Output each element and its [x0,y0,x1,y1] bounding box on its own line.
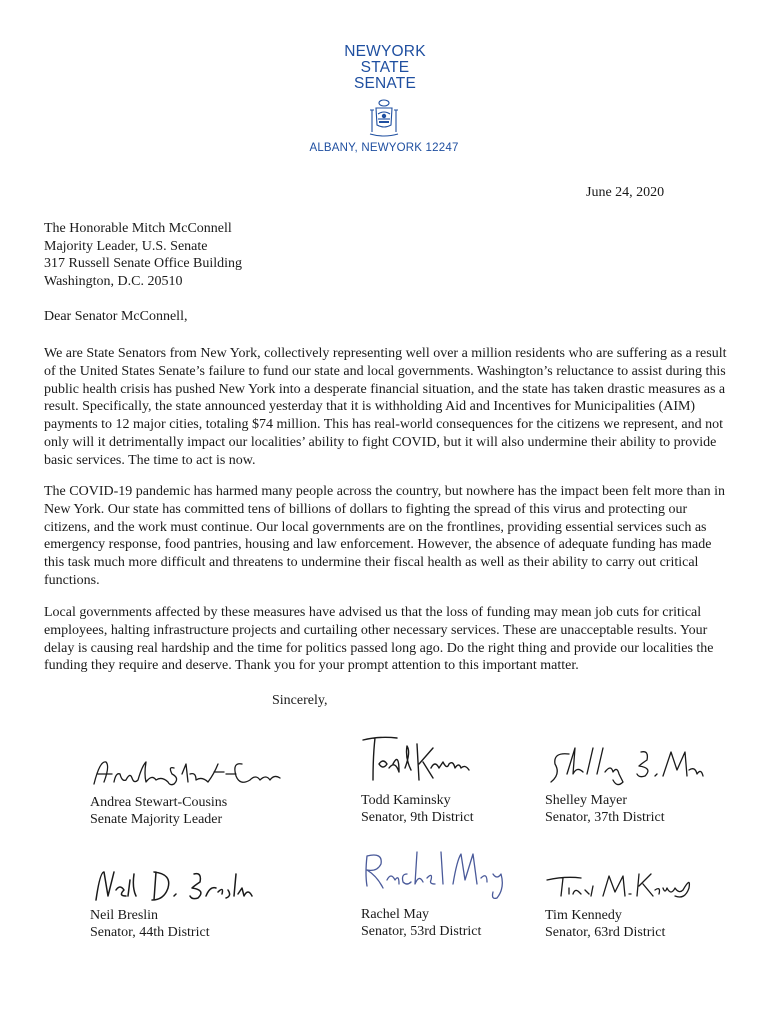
signatory-name: Tim Kennedy [545,908,622,923]
handwritten-signature [545,744,705,788]
signatory-title: Senator, 9th District [361,810,474,825]
body-paragraph-2: The COVID-19 pandemic has harmed many people across the country, but nowhere has the impact been felt more than in New York. Our state has committed tens of billions of dollars to fighting the spread of this virus and protecting our citizens, and the work must continue. Our local governments are on the frontlines, providing essential services such as emergency response, food pantries, housing and law enforcement. However, the absence of adequate funding has made this task much more difficult and threatens to undermine their fiscal health as well as their ability to carry out critical functions. [44,484,725,588]
signature-block [545,744,665,826]
body-paragraph-3: Local governments affected by these measures have advised us that the loss of funding may mean job cuts for critical employees, halting infrastructure projects and curtailing other necessary services. These are unacceptable results. Your delay is causing real hardship and the time for politics passed long ago. Do the right thing and provide our localities the funding they require and deserve. Thank you for your prompt attention to this important matter. [44,605,714,674]
recipient-line-3: 317 Russell Senate Office Building [44,256,243,271]
signatory-title: Senator, 53rd District [361,924,482,939]
state-seal-icon [367,98,401,138]
recipient-line-2: Majority Leader, U.S. Senate [44,238,208,254]
signatory-name: Andrea Stewart-Cousins [90,795,228,810]
letter-date: June 24, 2020 [586,185,665,200]
signature-block [361,848,481,940]
signatory-title: Senator, 63rd District [545,925,666,940]
signature-block [361,734,474,826]
signatory-name: Shelley Mayer [545,793,628,808]
handwritten-signature [90,754,285,790]
signatory-name: Todd Kaminsky [361,793,451,808]
senate-wordmark [0,44,768,92]
signatory-title: Senator, 44th District [90,925,210,940]
signatory-title: Senator, 37th District [545,810,665,825]
closing: Sincerely, [272,693,328,708]
handwritten-signature [361,848,511,902]
signature-block [90,866,210,941]
recipient-line-1: The Honorable Mitch McConnell [44,221,232,236]
letterhead-address: ALBANY, NEWYORK 12247 [309,142,459,154]
signatory-name: Rachel May [361,907,430,922]
body-paragraph-1: We are State Senators from New York, collectively representing well over a million residents who are suffering as a result of the United States Senate’s failure to fund our state and local governments. Washington’s reluctance to assist during this public health crisis has pushed New York into a desperate financial situation, and the state has taken drastic measures as a result. Specifically, the state announced yesterday that it is withholding Aid and Incentives for Municipalities (AIM) payments to 12 major cities, totaling $74 million. This has real-world consequences for the citizens we represent, and not only will it detrimentally impact our localities’ ability to fight COVID, but it will also undermine their ability to provide basic services. The time to act is now. [44,346,727,468]
signature-block [90,754,227,828]
handwritten-signature [361,734,471,784]
signatory-name: Neil Breslin [90,908,159,923]
salutation: Dear Senator McConnell, [44,309,188,324]
wordmark-line-3: SENATE [353,75,417,92]
recipient-line-4: Washington, D.C. 20510 [44,273,183,289]
handwritten-signature [90,866,270,904]
handwritten-signature [545,866,695,904]
recipient-address [44,220,242,290]
signatory-title: Senate Majority Leader [90,812,223,827]
wordmark-line-1: NEWYORK [344,43,426,60]
wordmark-line-2: STATE [360,59,410,76]
signature-block [545,866,665,941]
letterhead [0,44,768,154]
